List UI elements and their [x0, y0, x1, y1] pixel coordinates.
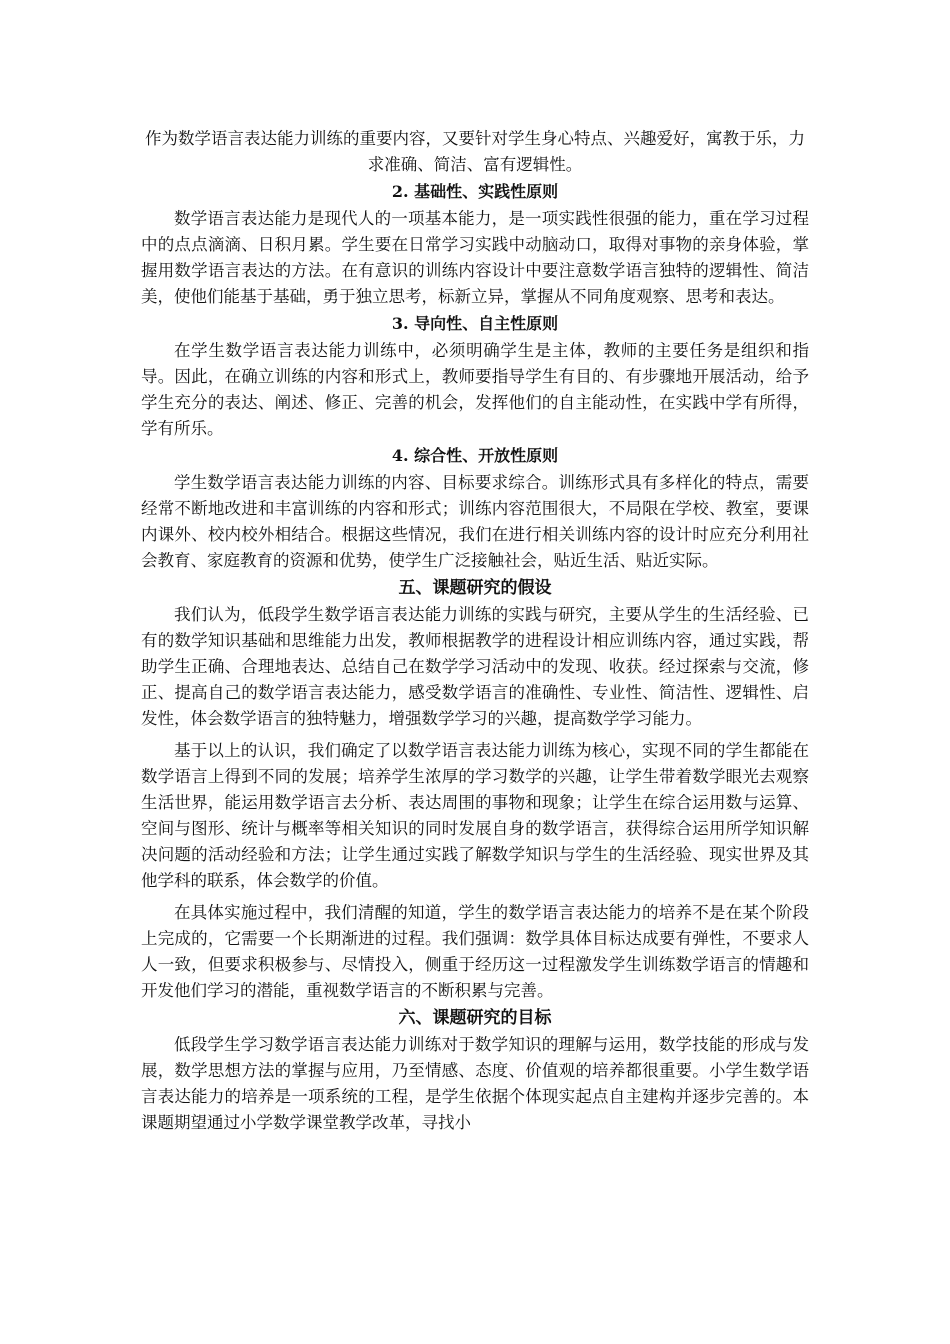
paragraph: 在学生数学语言表达能力训练中，必须明确学生是主体，教师的主要任务是组织和指导。因此，在确立训练的内容和形式上，教师要指导学生有目的、有步骤地开展活动，给予学生充分的表达、阐述、修正、完善的机会，发挥他们的自主能动性，在实践中学有所得，学有所乐。 — [141, 341, 809, 438]
section-heading: 五、课题研究的假设 — [398, 578, 552, 598]
section-heading: 4. 综合性、开放性原则 — [391, 446, 559, 465]
paragraph: 在具体实施过程中，我们清醒的知道，学生的数学语言表达能力的培养不是在某个阶段上完成的，它需要一个长期渐进的过程。我们强调：数学具体目标达成要有弹性，不要求人人一致，但要求积极参与、尽情投入，侧重于经历这一过程激发学生训练数学语言的情趣和开发他们学习的潜能，重视数学语言的不断积累与完善。 — [141, 903, 809, 1000]
paragraph: 数学语言表达能力是现代人的一项基本能力，是一项实践性很强的能力，重在学习过程中的点点滴滴、日积月累。学生要在日常学习实践中动脑动口，取得对事物的亲身体验，掌握用数学语言表达的方法。在有意识的训练内容设计中要注意数学语言独特的逻辑性、简洁美，使他们能基于基础，勇于独立思考，标新立异，掌握从不同角度观察、思考和表达。 — [141, 209, 809, 306]
section-heading: 2. 基础性、实践性原则 — [391, 182, 559, 201]
paragraph: 学生数学语言表达能力训练的内容、目标要求综合。训练形式具有多样化的特点，需要经常不断地改进和丰富训练的内容和形式；训练内容范围很大，不局限在学校、教室，要课内课外、校内校外相结合。根据这些情况，我们在进行相关训练内容的设计时应充分利用社会教育、家庭教育的资源和优势，使学生广泛接触社会，贴近生活、贴近实际。 — [141, 473, 809, 570]
paragraph: 低段学生学习数学语言表达能力训练对于数学知识的理解与运用，数学技能的形成与发展，数学思想方法的掌握与应用，乃至情感、态度、价值观的培养都很重要。小学生数学语言表达能力的培养是一项系统的工程，是学生依据个体现实起点自主建构并逐步完善的。本课题期望通过小学数学课堂教学改革，寻找小 — [141, 1035, 809, 1132]
paragraph: 我们认为，低段学生数学语言表达能力训练的实践与研究，主要从学生的生活经验、已有的数学知识基础和思维能力出发，教师根据教学的进程设计相应训练内容，通过实践，帮助学生正确、合理地表达、总结自己在数学学习活动中的发现、收获。经过探索与交流，修正、提高自己的数学语言表达能力，感受数学语言的准确性、专业性、简洁性、逻辑性、启发性，体会数学语言的独特魅力，增强数学学习的兴趣，提高数学学习能力。 — [141, 605, 809, 728]
paragraph: 作为数学语言表达能力训练的重要内容，又要针对学生身心特点、兴趣爱好，寓教于乐，力求准确、简洁、富有逻辑性。 — [145, 129, 805, 174]
section-heading: 六、课题研究的目标 — [398, 1008, 552, 1028]
document-body — [141, 126, 809, 1136]
section-heading: 3. 导向性、自主性原则 — [391, 314, 559, 333]
paragraph: 基于以上的认识，我们确定了以数学语言表达能力训练为核心，实现不同的学生都能在数学语言上得到不同的发展；培养学生浓厚的学习数学的兴趣，让学生带着数学眼光去观察生活世界，能运用数学语言去分析、表达周围的事物和现象；让学生在综合运用数与运算、空间与图形、统计与概率等相关知识的同时发展自身的数学语言，获得综合运用所学知识解决问题的活动经验和方法；让学生通过实践了解数学知识与学生的生活经验、现实世界及其他学科的联系，体会数学的价值。 — [141, 741, 809, 890]
